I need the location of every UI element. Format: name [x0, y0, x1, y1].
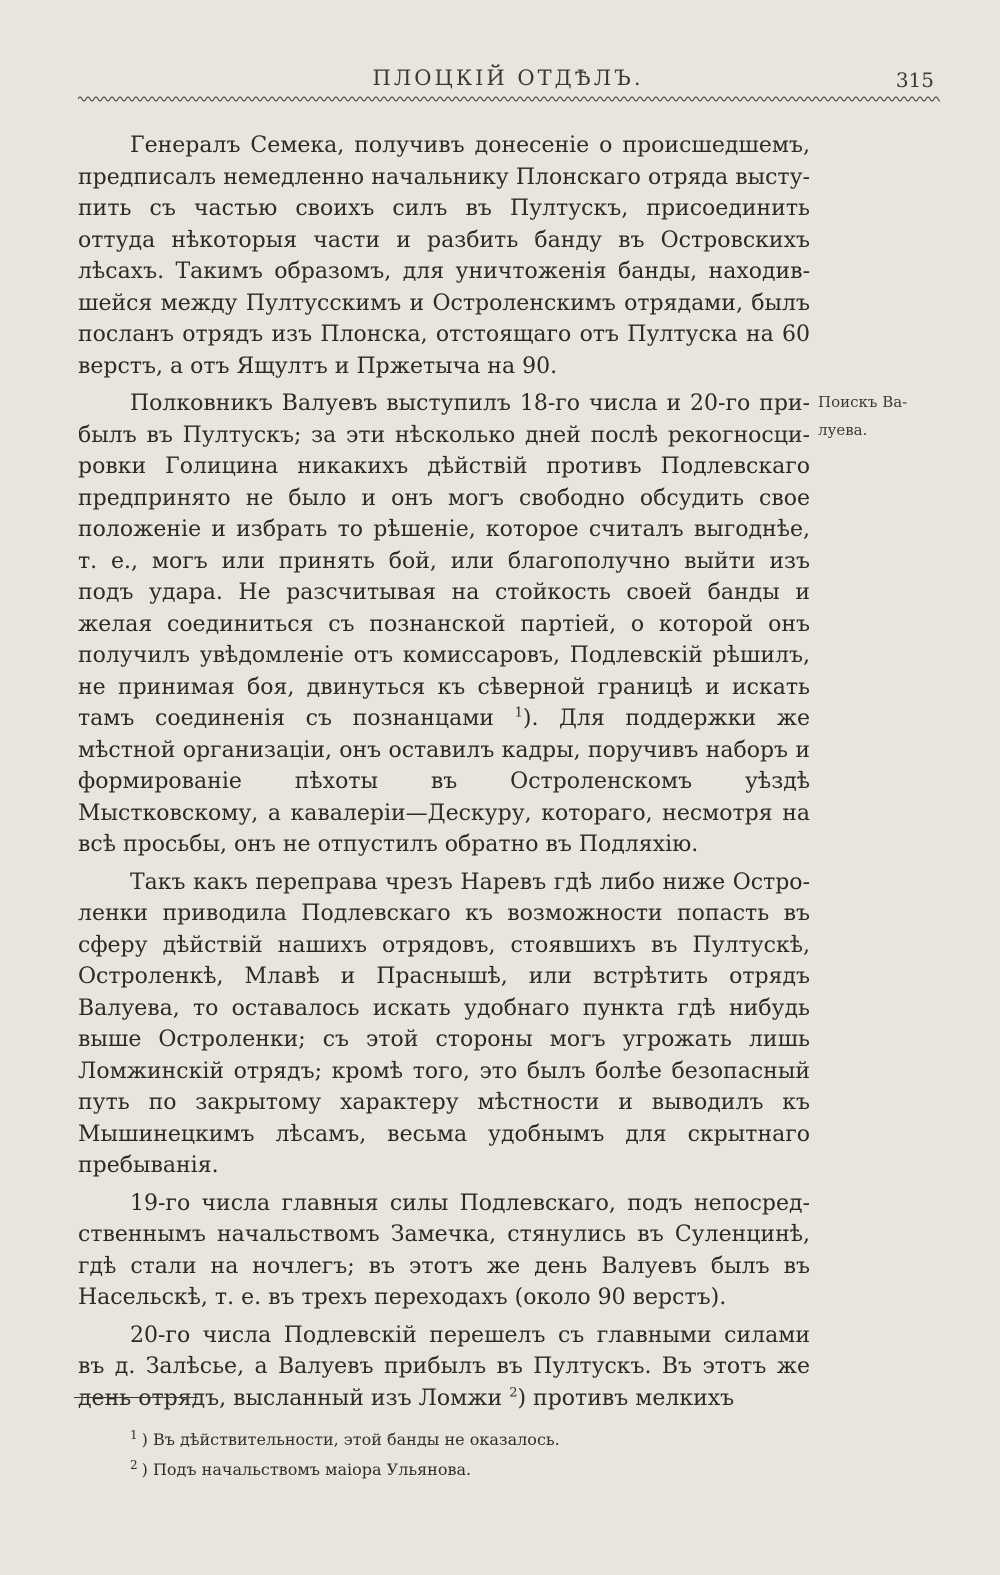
page-header: [78, 62, 940, 102]
body-text: [78, 130, 810, 1420]
footnote-text-1: ) Въ дѣйствительности, этой банды не оказалось.: [141, 1430, 560, 1449]
paragraph-1: Генералъ Семека, получивъ донесеніе о происшедшемъ, предписалъ немедленно начальнику Плонскаго отряда выступить съ частью своихъ силъ въ Пултускъ, присоединить оттуда нѣкоторыя части и разбить банду въ Островскихъ лѣсахъ. Такимъ образомъ, для уничтоженія банды, находившейся между Пултусскимъ и Остроленскимъ отрядами, былъ посланъ отрядъ изъ Плонска, отстоящаго отъ Пултуска на 60 верстъ, а отъ Ящултъ и Пржетыча на 90.: [78, 133, 810, 379]
paragraph-5: [78, 1320, 810, 1415]
footnote-1: [130, 1425, 830, 1455]
paragraph-3: Такъ какъ переправа чрезъ Наревъ гдѣ либо ниже Остроленки приводила Подлевскаго къ возможности попасть въ сферу дѣйствій нашихъ отрядовъ, стоявшихъ въ Пултускѣ, Остроленкѣ, Млавѣ и Праснышѣ, или встрѣтить отрядъ Валуева, то оставалось искать удобнаго пункта гдѣ нибудь выше Остроленки; съ этой стороны могъ угрожать лишь Ломжинскій отрядъ; кромѣ того, это былъ болѣе безопасный путь по закрытому характеру мѣстности и выводилъ къ Мышинецкимъ лѣсамъ, весьма удобнымъ для скрытнаго пребыванія.: [78, 869, 810, 1178]
wavy-rule-ornament: [78, 94, 940, 104]
marginal-note: [818, 388, 918, 444]
paragraph-2: [78, 388, 810, 861]
marginal-note-line-2: луева.: [818, 421, 868, 439]
marginal-note-line-1: Поискъ Ва-: [818, 393, 908, 411]
footnote-ref-1: 1: [514, 705, 523, 721]
running-title: ПЛОЦКІЙ ОТДѢЛЪ.: [372, 66, 644, 90]
footnotes: [130, 1425, 830, 1485]
page-number: 315: [895, 68, 934, 92]
paragraph-5-text-cont: ) противъ мелкихъ: [517, 1385, 735, 1411]
paragraph-4: 19-го числа главныя силы Подлевскаго, подъ непосредственнымъ начальствомъ Замечка, стянулись въ Суленцинѣ, гдѣ стали на ночлегъ; въ этотъ же день Валуевъ былъ въ Насельскѣ, т. е. въ трехъ переходахъ (около 90 верстъ).: [78, 1190, 810, 1310]
footnote-divider: [74, 1397, 198, 1398]
footnote-text-2: ) Подъ начальствомъ маіора Ульянова.: [141, 1460, 472, 1479]
footnote-mark-2: 2: [130, 1457, 138, 1472]
paragraph-5-text: 20-го числа Подлевскій перешелъ съ главными силами въ д. Залѣсье, а Валуевъ прибылъ въ Пултускъ. Въ этотъ же день отрядъ, высланный изъ Ломжи: [78, 1322, 810, 1411]
footnote-ref-2: 2: [509, 1385, 518, 1401]
footnote-mark-1: 1: [130, 1427, 138, 1442]
paragraph-2-text: Полковникъ Валуевъ выступилъ 18-го числа и 20-го прибылъ въ Пултускъ; за эти нѣсколько дней послѣ рекогносцировки Голицина никакихъ дѣйствій противъ Подлевскаго предпринято не было и онъ могъ свободно обсудить свое положеніе и избрать то рѣшеніе, которое считалъ выгоднѣе, т. е., могъ или принять бой, или благополучно выйти изъ подъ удара. Не разсчитывая на стойкость своей банды и желая соединиться съ познанской партіей, о которой онъ получилъ увѣдомленіе отъ комиссаровъ, Подлевскій рѣшилъ, не принимая боя, двинуться къ сѣверной границѣ и искать тамъ соединенія съ познанцами: [78, 391, 810, 731]
footnote-2: [130, 1455, 830, 1485]
paragraph-2-text-cont: ). Для поддержки же мѣстной организаціи, онъ оставилъ кадры, поручивъ наборъ и формированіе пѣхоты въ Остроленскомъ уѣздѣ Мыстковскому, а кавалеріи—Дескуру, котораго, несмотря на всѣ просьбы, онъ не отпустилъ обратно въ Подляхію.: [78, 706, 810, 857]
